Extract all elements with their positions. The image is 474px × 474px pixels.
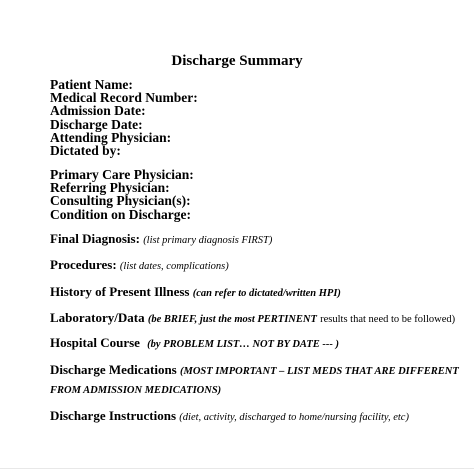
- discharge-medications-note-line1: (MOST IMPORTANT – LIST MEDS THAT ARE DIFFERENT: [179, 366, 459, 377]
- discharge-medications-note-line2: FROM ADMISSION MEDICATIONS): [50, 385, 222, 396]
- discharge-instructions-label: Discharge Instructions: [50, 408, 177, 423]
- history-label: History of Present Illness: [50, 284, 190, 299]
- discharge-medications-label: Discharge Medications: [50, 362, 177, 377]
- final-diagnosis-section: [50, 230, 272, 250]
- patient-info-block: [50, 78, 198, 157]
- laboratory-data-note-end: results that need to be followed): [320, 314, 456, 325]
- final-diagnosis-note: (list primary diagnosis FIRST): [143, 235, 273, 246]
- history-section: [50, 283, 341, 303]
- hospital-course-note: (by PROBLEM LIST… NOT BY DATE --- ): [147, 339, 339, 350]
- discharge-date-label: Discharge Date:: [50, 116, 143, 132]
- document-title: Discharge Summary: [171, 53, 303, 69]
- consulting-physicians-label: Consulting Physician(s):: [50, 193, 191, 209]
- laboratory-data-section: [50, 309, 455, 329]
- referring-physician-label: Referring Physician:: [50, 180, 170, 196]
- admission-date-label: Admission Date:: [50, 103, 146, 119]
- final-diagnosis-label: Final Diagnosis:: [50, 231, 140, 246]
- laboratory-data-label: Laboratory/Data: [50, 310, 145, 325]
- condition-on-discharge-label: Condition on Discharge:: [50, 206, 192, 222]
- hospital-course-label: Hospital Course: [50, 335, 140, 350]
- procedures-label: Procedures:: [50, 257, 117, 272]
- primary-care-physician-label: Primary Care Physician:: [50, 167, 194, 182]
- procedures-section: [50, 256, 229, 276]
- attending-physician-label: Attending Physician:: [50, 129, 172, 145]
- discharge-medications-section: [50, 361, 459, 401]
- discharge-instructions-section: [50, 407, 409, 427]
- page-edge-divider: [0, 468, 474, 469]
- discharge-instructions-note: (diet, activity, discharged to home/nursing facility, etc): [179, 412, 409, 423]
- history-note: (can refer to dictated/written HPI): [192, 288, 341, 299]
- laboratory-data-note-start: (be BRIEF, just the most PERTINENT: [147, 314, 317, 325]
- procedures-note: (list dates, complications): [119, 261, 229, 272]
- hospital-course-section: [50, 334, 339, 354]
- medical-record-number-label: Medical Record Number:: [50, 90, 198, 106]
- dictated-by-label: Dictated by:: [50, 143, 121, 159]
- physician-info-block: [50, 168, 194, 221]
- patient-name-label: Patient Name:: [50, 77, 133, 92]
